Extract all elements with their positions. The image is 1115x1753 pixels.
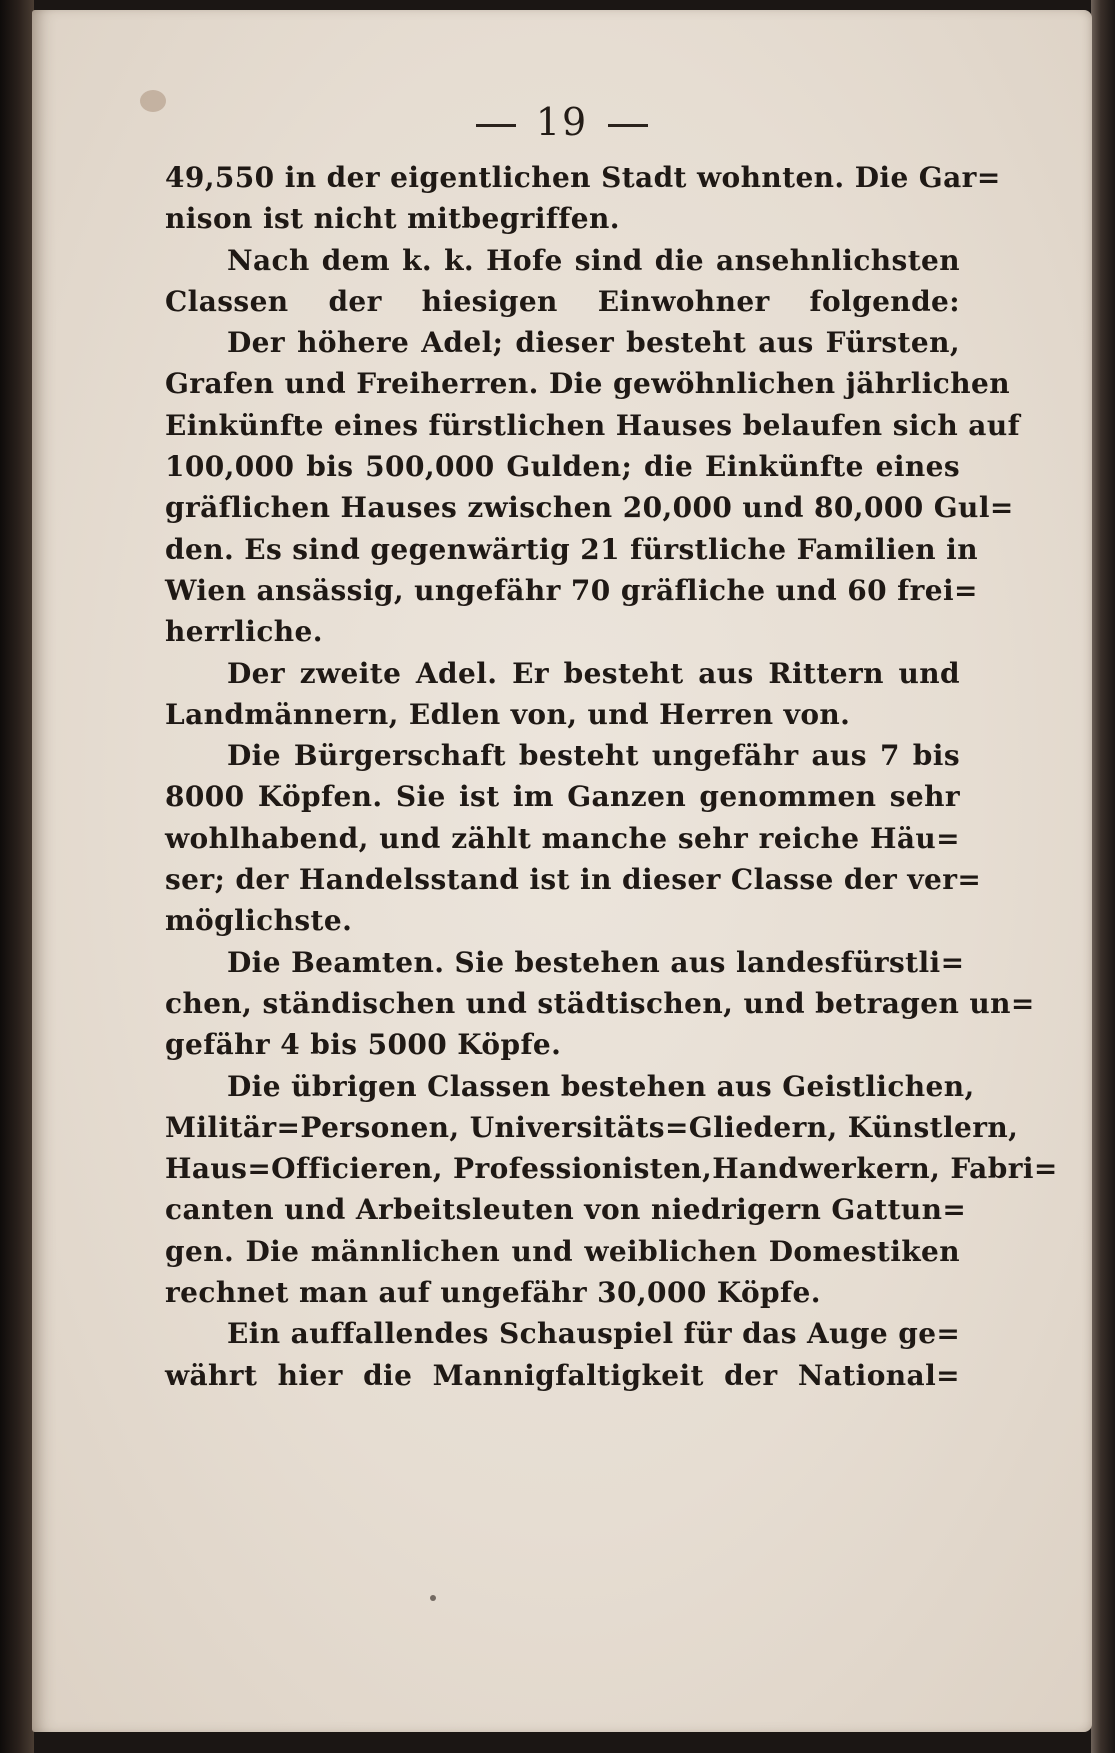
text-line: chen, ständischen und städtischen, und betragen un=	[165, 986, 1035, 1020]
text-line: nison ist nicht mitbegriffen.	[165, 202, 620, 236]
foxing-spot	[430, 1595, 436, 1601]
text-line: möglichste.	[165, 904, 353, 938]
text-line: Die Bürgerschaft besteht ungefähr aus 7 bis	[227, 739, 960, 773]
text-line: wohlhabend, und zählt manche sehr reiche Häu=	[165, 821, 960, 855]
text-line: Die übrigen Classen bestehen aus Geistlichen,	[227, 1069, 975, 1103]
header-dash-right	[608, 124, 648, 127]
text-line: Haus=Officieren, Professionisten,Handwerkern, Fabri=	[165, 1152, 1058, 1186]
text-line: canten und Arbeitsleuten von niedrigern Gattun=	[165, 1193, 967, 1227]
text-line: 8000 Köpfen. Sie ist im Ganzen genommen sehr	[165, 780, 960, 814]
book-page	[32, 10, 1092, 1732]
text-line: Nach dem k. k. Hofe sind die ansehnlichsten	[227, 243, 960, 277]
text-line: Grafen und Freiherren. Die gewöhnlichen jährlichen	[165, 367, 1010, 401]
text-line: 100,000 bis 500,000 Gulden; die Einkünfte eines	[165, 450, 960, 484]
page-number-header	[32, 100, 1092, 144]
page-number: 19	[535, 100, 589, 144]
text-line: gräflichen Hauses zwischen 20,000 und 80,000 Gul=	[165, 491, 1014, 525]
page-edge-stack	[1091, 0, 1115, 1753]
text-line: Einkünfte eines fürstlichen Hauses belaufen sich auf	[165, 408, 1021, 442]
text-line: gefähr 4 bis 5000 Köpfe.	[165, 1028, 562, 1062]
text-line: Ein auffallendes Schauspiel für das Auge ge=	[227, 1317, 961, 1351]
text-line: Classen der hiesigen Einwohner folgende:	[165, 284, 960, 318]
text-line: gen. Die männlichen und weiblichen Domestiken	[165, 1234, 960, 1268]
text-line: rechnet man auf ungefähr 30,000 Köpfe.	[165, 1276, 821, 1310]
text-line: Landmännern, Edlen von, und Herren von.	[165, 697, 851, 731]
text-line: währt hier die Mannigfaltigkeit der National=	[165, 1358, 960, 1392]
text-line: Die Beamten. Sie bestehen aus landesfürstli=	[227, 945, 965, 979]
text-line: Der zweite Adel. Er besteht aus Rittern und	[227, 656, 960, 690]
text-line: 49,550 in der eigentlichen Stadt wohnten. Die Gar=	[165, 161, 1001, 194]
text-line: Wien ansässig, ungefähr 70 gräfliche und 60 frei=	[165, 573, 978, 607]
text-line: ser; der Handelsstand ist in dieser Classe der ver=	[165, 863, 982, 897]
text-line: Der höhere Adel; dieser besteht aus Fürsten,	[227, 326, 960, 360]
text-line: Militär=Personen, Universitäts=Gliedern, Künstlern,	[165, 1110, 1019, 1144]
text-line: herrliche.	[165, 615, 323, 649]
text-line: den. Es sind gegenwärtig 21 fürstliche Familien in	[165, 532, 978, 566]
header-dash-left	[476, 124, 516, 127]
body-text	[165, 157, 1058, 1396]
book-spine-shadow	[0, 0, 34, 1753]
